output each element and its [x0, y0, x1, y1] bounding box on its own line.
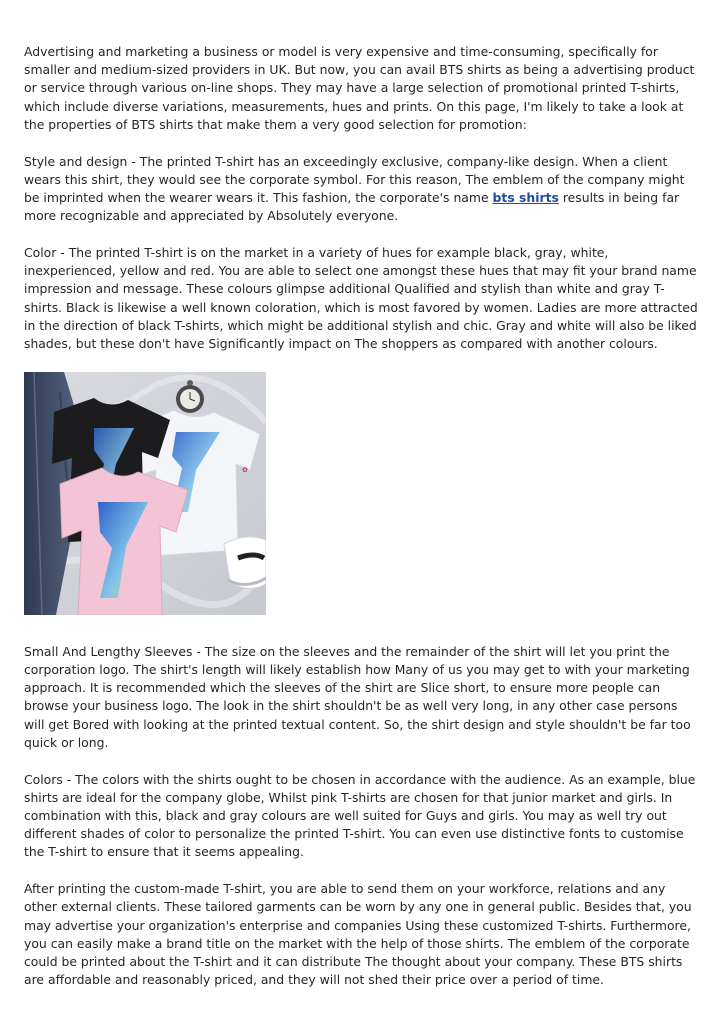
bts-shirts-link[interactable]: bts shirts: [492, 190, 559, 206]
paragraph-intro: Advertising and marketing a business or model is very expensive and time-consuming, specifically for smaller and medium-sized providers in UK. But now, you can avail BTS shirts as being a advertising product or service through various on-line shops. They may have a large selection of promotional printed T-shirts, which include diverse variations, measurements, hues and prints. On this page, I'm likely to take a look at the properties of BTS shirts that make them a very good selection for promotion:: [24, 44, 695, 132]
tshirts-photo: [24, 372, 266, 615]
paragraph-style-design-text-a: Style and design - The printed T-shirt has an exceedingly exclusive, company-like design. When a client wears this shirt, they would see the corporate symbol. For this reason, The emblem of the company might be imprinted when the wearer wears it. This fashion, the corporate's name: [24, 153, 685, 206]
paragraph-conclusion: After printing the custom-made T-shirt, you are able to send them on your workforce, relations and any other external clients. These tailored garments can be worn by any one in general public. Besides that, you may advertise your organization's enterprise and companies Using these customized T-shirts. Furthermore, you can easily make a brand title on the market with the help of those shirts. The emblem of the corporate could be printed about the T-shirt and it can distribute The thought about your company. These BTS shirts are affordable and reasonably priced, and they will not shed their price over a period of time.: [24, 881, 692, 988]
paragraph-style-design: [24, 153, 700, 226]
paragraph-color: Color - The printed T-shirt is on the market in a variety of hues for example black, gray, white, inexperienced, yellow and red. You are able to select one amongst these hues that may fit your brand name impression and message. These colours glimpse additional Qualified and stylish than white and gray T-shirts. Black is likewise a well known coloration, which is most favored by women. Ladies are more attracted in the direction of black T-shirts, which might be additional stylish and chic. Gray and white will also be liked shades, but these don't have Significantly impact on The shoppers as compared with another colours.: [24, 245, 698, 352]
paragraph-style-design-text-b: results in being far more recognizable and appreciated by Absolutely everyone.: [24, 190, 680, 224]
paragraph-sleeves: Small And Lengthy Sleeves - The size on the sleeves and the remainder of the shirt will let you print the corporation logo. The shirt's length will likely establish how Many of us you may get to with your marketing approach. It is recommended which the sleeves of the shirt are Slice short, to ensure more people can browse your business logo. The look in the shirt shouldn't be as well very long, in any other case persons will get Bored with looking at the printed textual content. So, the shirt design and style shouldn't be far too quick or long.: [24, 643, 691, 750]
article: [24, 43, 700, 1008]
svg-text:✿: ✿: [242, 465, 248, 474]
paragraph-colors: Colors - The colors with the shirts ought to be chosen in accordance with the audience. As an example, blue shirts are ideal for the company globe, Whilst pink T-shirts are chosen for that junior market and girls. In combination with this, black and gray colours are well suited for Guys and girls. You may as well try out different shades of color to personalize the printed T-shirt. You can even use distinctive fonts to customise the T-shirt to ensure that it seems appealing.: [24, 771, 696, 860]
sneakers: [224, 537, 266, 589]
